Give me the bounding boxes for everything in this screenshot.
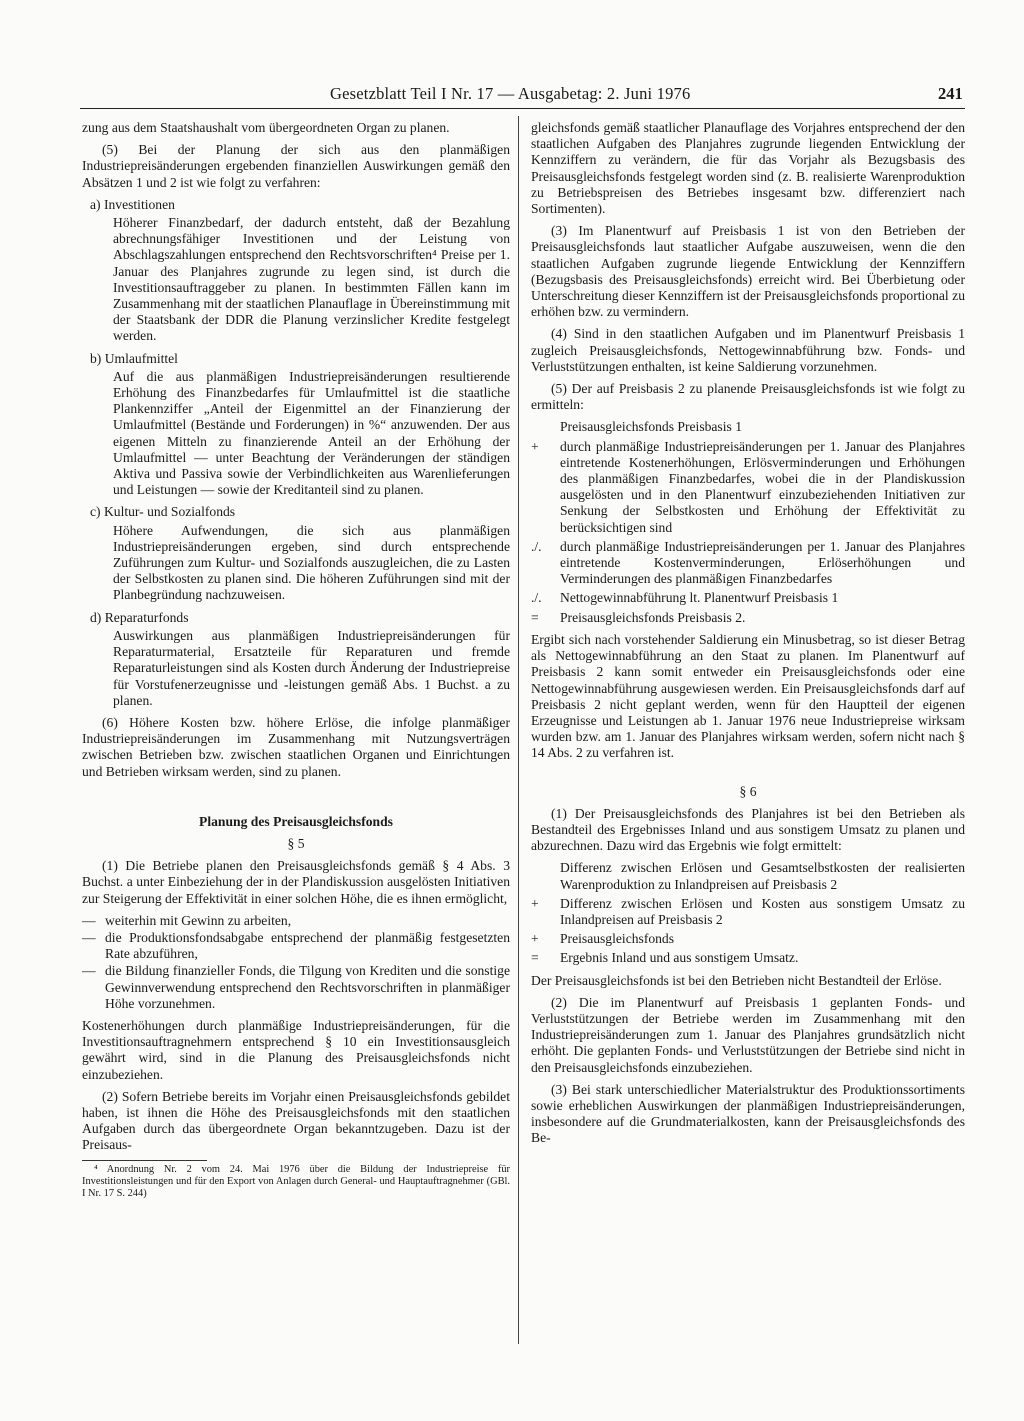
s5-paragraph-2: (2) Sofern Betriebe bereits im Vorjahr einen Preisausgleichsfonds gebildet haben, ist ihnen die Höhe des Preisausgleichsfonds mit den staatlichen Aufgaben durch das übergeordnete Organ bekanntzugeben. Dazu ist der Preisaus- [82, 1088, 510, 1153]
dash-item-text: die Bildung finanzieller Fonds, die Tilgung von Krediten und die sonstige Gewinnverwendung entsprechend den Rechtsvorschriften in planmäßiger Höhe vorzunehmen. [105, 963, 510, 1011]
section-heading: Planung des Preisausgleichsfonds [199, 813, 393, 829]
calc-minus-2-text: Nettogewinnabführung lt. Planentwurf Preisbasis 1 [560, 590, 839, 606]
dash-marker: — [82, 929, 96, 945]
calc6-equals [531, 950, 965, 966]
header-title: Gesetzblatt Teil I Nr. 17 — Ausgabetag: 2. Juni 1976 [330, 84, 691, 103]
paragraph-sign-6: § 6 [739, 783, 757, 799]
plus-marker: + [531, 931, 539, 947]
dash-item-text: weiterhin mit Gewinn zu arbeiten, [105, 912, 292, 928]
item-a-label: a) Investitionen [90, 196, 175, 212]
dash-item [82, 930, 510, 962]
item-d-text: Auswirkungen aus planmäßigen Industriepreisänderungen für Reparaturmaterial, Ersatzteile für Reparaturen und fremde Reparaturleistungen sind als Kosten durch Änderung der Industriepreise für Vorstufenerzeugnisse und -leistungen gemäß Abs. 1 Buchst. a zu planen. [113, 627, 510, 708]
item-c-label: c) Kultur- und Sozialfonds [90, 504, 236, 520]
continued-paragraph: zung aus dem Staatshaushalt vom übergeordneten Organ zu planen. [82, 120, 450, 135]
equals-marker: = [531, 609, 539, 625]
plus-marker: + [531, 895, 539, 911]
calc-plus [531, 439, 965, 536]
item-d-label: d) Reparaturfonds [90, 609, 189, 625]
paragraph-sign-5: § 5 [287, 835, 305, 851]
after-calculation: Ergibt sich nach vorstehender Saldierung ein Minusbetrag, so ist dieser Betrag als Nettogewinnabführung an den Staat zu planen. Im Planentwurf auf Preisbasis 2 kann somit entweder ein Preisausgleichsfonds oder eine Nettogewinnabführung ausgewiesen werden. Ein Preisausgleichsfonds darf auf Preisbasis 2 nicht geplant werden, wenn für den Hauptteil der eigenen Erzeugnisse und Leistungen ab 1. Januar 1976 neue Industriepreise wirksam wurden bzw. am 1. Januar des Planjahres wirksam werden, sofern nicht nach § 14 Abs. 2 zu verfahren ist. [531, 631, 965, 761]
s6-paragraph-2: (2) Die im Planentwurf auf Preisbasis 1 geplanten Fonds- und Verluststützungen der Betriebe werden im Zusammenhang mit den Industriepreisänderungen zum 1. Januar des Planjahres grundsätzlich nicht erhöht. Die geplanten Fonds- und Verluststützungen der Betriebe sind nicht in den Preisausgleichsfonds einzubeziehen. [531, 994, 965, 1075]
right-column [531, 120, 965, 1153]
dash-item [82, 913, 510, 929]
paragraph-5: (5) Der auf Preisbasis 2 zu planende Preisausgleichsfonds ist wie folgt zu ermitteln: [531, 381, 965, 413]
item-b-text: Auf die aus planmäßigen Industriepreisänderungen resultierende Erhöhung des Finanzbedarfes für Umlaufmittel ist die staatliche Plankennziffer „Anteil der Eigenmittel an der Finanzierung der Umlaufmittel (Bestände und Forderungen) in %“ anzuwenden. Der aus eigenen Mitteln zu finanzierende Anteil an der Erhöhung der Umlaufmittel — unter Beachtung der Veränderungen der ständigen Aktiva und Passiva sowie der Verbindlichkeiten aus Warenlieferungen und Leistungen — sowie der Kreditanteil sind zu planen. [113, 368, 510, 498]
minus-marker: ./. [531, 538, 542, 554]
calc6-equals-text: Ergebnis Inland und aus sonstigem Umsatz. [560, 950, 799, 966]
continued-paragraph: gleichsfonds gemäß staatlicher Planauflage des Vorjahres entsprechend der den staatlichen Aufgaben des Planjahres zugrunde liegenden Entwicklung der Kennziffern zu verändern, die für das Vorjahr als Bezugsbasis des Preisausgleichsfonds festgelegt worden sind (z. B. realisierte Warenproduktion zu Betriebspreisen des Betriebes insgesamt bzw. differenziert nach Sortimenten). [531, 120, 965, 217]
page-number: 241 [938, 84, 963, 103]
footnote-4: ⁴ Anordnung Nr. 2 vom 24. Mai 1976 über die Bildung der Industriepreise für Investitionsleistungen und für den Export von Anlagen durch General- und Hauptauftragnehmer (GBl. I Nr. 17 S. 244) [82, 1163, 510, 1199]
calc6-plus-2 [531, 931, 965, 947]
equals-marker: = [531, 950, 539, 966]
dash-marker: — [82, 963, 96, 979]
column-divider [518, 116, 519, 1344]
paragraph-6: (6) Höhere Kosten bzw. höhere Erlöse, die infolge planmäßiger Industriepreisänderungen im Zusammenhang mit Nutzungsverträgen zwischen Betrieben bzw. zwischen staatlichen Organen und Einrichtungen und Betrieben wirksam werden, sind zu planen. [82, 714, 510, 779]
item-c-text: Höhere Aufwendungen, die sich aus planmäßigen Industriepreisänderungen ergeben, sind durch entsprechende Zuführungen zum Kultur- und Sozialfonds auszugleichen, die zu Lasten der Selbstkosten zu planen sind. Die höheren Zuführungen sind mit der Planbegründung nachzuweisen. [113, 522, 510, 603]
paragraph-4: (4) Sind in den staatlichen Aufgaben und im Planentwurf Preisbasis 1 zugleich Preisausgleichsfonds, Nettogewinnabführung bzw. Fonds- und Verluststützungen enthalten, ist keine Saldierung vorzunehmen. [531, 326, 965, 374]
footnote-rule [82, 1160, 207, 1161]
calc6-plus-2-text: Preisausgleichsfonds [560, 931, 675, 947]
s6-after-list: Der Preisausgleichsfonds ist bei den Betrieben nicht Bestandteil der Erlöse. [531, 972, 942, 988]
calc-minus-1-text: durch planmäßige Industriepreisänderungen per 1. Januar des Planjahres eintretende Kostenverminderungen, Erlöserhöhungen und Verminderungen des planmäßigen Finanzbedarfes [560, 538, 965, 587]
calc-plus-text: durch planmäßige Industriepreisänderungen per 1. Januar des Planjahres eintretende Kostenerhöhungen, Erlösverminderungen und Erhöhungen des planmäßigen Finanzbedarfes, wobei die in der Plandiskussion ausgelösten und in den Planentwurf einzubeziehenden Initiativen zur Senkung der Selbstkosten und Erhöhung der Effektivität zu berücksichtigen sind [560, 438, 965, 535]
plus-marker: + [531, 438, 539, 454]
calc-equals-text: Preisausgleichsfonds Preisbasis 2. [560, 609, 746, 625]
page-header [0, 84, 1024, 106]
s5-paragraph-1: (1) Die Betriebe planen den Preisausgleichsfonds gemäß § 4 Abs. 3 Buchst. a unter Einbeziehung der in der Plandiskussion ausgelösten Initiativen zur Steigerung der Effektivität in einer solchen Höhe, die es ihnen ermöglicht, [82, 858, 510, 906]
dash-item [82, 963, 510, 1012]
calc-equals [531, 610, 965, 626]
calc-minus-1 [531, 539, 965, 588]
calc-minus-2 [531, 590, 965, 606]
left-column [82, 120, 510, 1200]
s6-paragraph-3: (3) Bei stark unterschiedlicher Materialstruktur des Produktionssortiments sowie erheblichen Auswirkungen der planmäßigen Industriepreisänderungen, insbesondere auf die Grundmaterialkosten, kann der Preisausgleichsfonds des Be- [531, 1081, 965, 1146]
item-a-text: Höherer Finanzbedarf, der dadurch entsteht, daß der Bezahlung abrechnungsfähiger Investitionen und der Leistung von Abschlagszahlungen entsprechend den Rechtsvorschriften⁴ Preise per 1. Januar des Planjahres zugrunde zu legen sind, ist durch die Investitionsauftraggeber zu planen. In bestimmten Fällen kann im Zusammenhang mit der staatlichen Planauflage in Übereinstimmung mit der Staatsbank der DDR die Planung verzinslicher Kredite festgelegt werden. [113, 215, 510, 344]
s6-paragraph-1: (1) Der Preisausgleichsfonds des Planjahres ist bei den Betrieben als Bestandteil des Ergebnisses Inland und aus sonstigem Umsatz zu planen und abzurechnen. Dazu wird das Ergebnis wie folgt ermittelt: [531, 805, 965, 854]
calc6-plus-1 [531, 896, 965, 928]
header-rule [80, 108, 965, 109]
paragraph-5: (5) Bei der Planung der sich aus den planmäßigen Industriepreisänderungen ergebenden finanziellen Auswirkungen gemäß den Absätzen 1 und 2 ist wie folgt zu verfahren: [82, 142, 510, 190]
s5-after-list: Kostenerhöhungen durch planmäßige Industriepreisänderungen, für die Investitionsauftragnehmern entsprechend § 10 ein Investitionsausgleich gewährt wird, sind in die Planung des Preisausgleichsfonds nicht einzubeziehen. [82, 1017, 510, 1082]
dash-item-text: die Produktionsfondsabgabe entsprechend der planmäßig festgesetzten Rate abzuführen, [105, 929, 510, 962]
paragraph-3: (3) Im Planentwurf auf Preisbasis 1 ist von den Betrieben der Preisausgleichsfonds laut staatlicher Aufgabe auszuweisen, wenn die den staatlichen Aufgaben zugrunde liegende Entwicklung der Kennziffern (Bezugsbasis des Preisausgleichsfonds) erreicht wird. Bei Überbietung oder Unterschreitung dieser Kennziffern ist der Preisausgleichsfonds proportional zu erhöhen bzw. zu vermindern. [531, 223, 965, 320]
calc6-base: Differenz zwischen Erlösen und Gesamtselbstkosten der realisierten Warenproduktion zu Inlandpreisen auf Preisbasis 2 [560, 860, 965, 892]
item-b-label: b) Umlaufmittel [90, 350, 178, 366]
calc-base: Preisausgleichsfonds Preisbasis 1 [560, 419, 742, 435]
calc6-plus-1-text: Differenz zwischen Erlösen und Kosten aus sonstigem Umsatz zu Inlandpreisen auf Preisbasis 2 [560, 895, 965, 927]
minus-marker: ./. [531, 590, 542, 606]
dash-marker: — [82, 912, 96, 928]
